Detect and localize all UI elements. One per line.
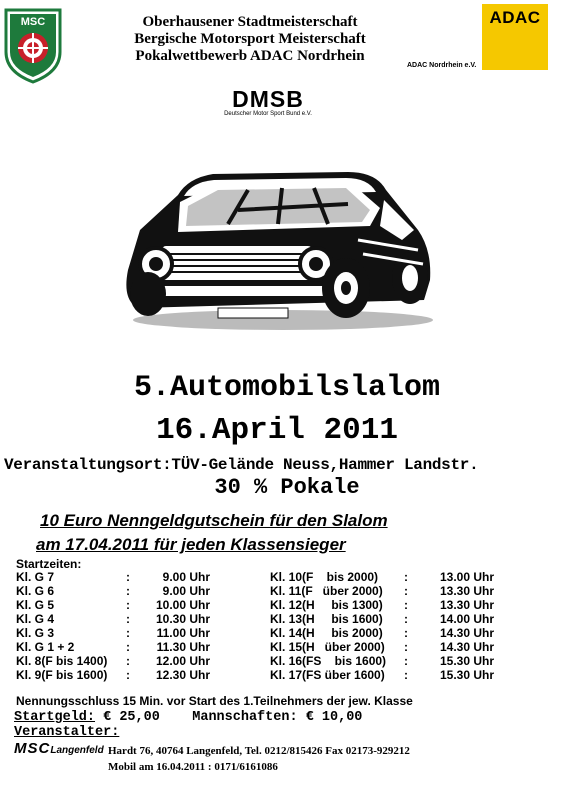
dmsb-full-name: Deutscher Motor Sport Bund e.V. xyxy=(224,111,312,117)
schedule-class: Kl. 12(H bis 1300) xyxy=(270,598,383,612)
schedule-time: 10.00 Uhr xyxy=(155,598,210,612)
schedule-row xyxy=(16,584,210,598)
schedule-separator: : xyxy=(404,584,408,598)
schedule-separator: : xyxy=(126,570,130,584)
schedule-separator: : xyxy=(404,668,408,682)
schedule-separator: : xyxy=(404,640,408,654)
race-car-illustration xyxy=(118,160,438,335)
schedule-separator: : xyxy=(126,668,130,682)
adac-logo xyxy=(482,4,548,70)
schedule-separator: : xyxy=(404,612,408,626)
schedule-time: 10.30 Uhr xyxy=(155,612,210,626)
schedule-time: 12.30 Uhr xyxy=(155,668,210,682)
schedule-separator: : xyxy=(404,570,408,584)
schedule-separator: : xyxy=(126,598,130,612)
schedule-separator: : xyxy=(404,626,408,640)
schedule-separator: : xyxy=(126,584,130,598)
schedule-class: Kl. G 7 xyxy=(16,570,55,584)
schedule-separator: : xyxy=(404,654,408,668)
team-fee-label: Mannschaften: xyxy=(192,710,298,725)
schedule-time: 13.30 Uhr xyxy=(439,584,494,598)
schedule-time: 13.30 Uhr xyxy=(439,598,494,612)
schedule-class: Kl. G 5 xyxy=(16,598,55,612)
schedule-row xyxy=(270,654,494,668)
schedule-separator: : xyxy=(126,640,130,654)
schedule-time: 11.00 Uhr xyxy=(156,626,210,640)
schedule-time: 9.00 Uhr xyxy=(162,570,210,584)
schedule-time: 15.30 Uhr xyxy=(439,654,494,668)
schedule-class: Kl. 16(FS bis 1600) xyxy=(270,654,387,668)
adac-logo-text: ADAC xyxy=(489,8,541,27)
organizer-mobile: Mobil am 16.04.2011 : 0171/6161086 xyxy=(108,761,278,773)
schedule-time: 11.30 Uhr xyxy=(156,640,210,654)
schedule-class: Kl. 17(FS über 1600) xyxy=(270,668,385,682)
organizer-address: Hardt 76, 40764 Langenfeld, Tel. 0212/815426 Fax 02173-929212 xyxy=(108,745,410,757)
schedule-row xyxy=(16,668,210,682)
msc-langenfeld-town: Langenfeld xyxy=(50,745,104,756)
schedule-row xyxy=(270,612,494,626)
schedule-row xyxy=(16,570,210,584)
event-date: 16.April 2011 xyxy=(156,413,398,448)
voucher-line-2: am 17.04.2011 für jeden Klassensieger xyxy=(36,535,346,554)
schedule-row xyxy=(270,668,494,682)
msc-langenfeld-logo xyxy=(14,740,104,758)
schedule-row xyxy=(16,598,210,612)
schedule-row xyxy=(16,612,210,626)
schedule-row xyxy=(16,626,210,640)
schedule-class: Kl. 8(F bis 1400) xyxy=(16,654,108,668)
schedule-class: Kl. G 4 xyxy=(16,612,55,626)
entry-fee-line xyxy=(14,710,362,725)
schedule-class: Kl. 9(F bis 1600) xyxy=(16,668,108,682)
schedule-class: Kl. 13(H bis 1600) xyxy=(270,612,383,626)
schedule-time: 9.00 Uhr xyxy=(162,584,210,598)
dmsb-logo-text: DMSB xyxy=(232,86,304,112)
trophies-info: 30 % Pokale xyxy=(214,475,360,500)
schedule-row xyxy=(16,640,210,654)
schedule-row xyxy=(270,598,494,612)
schedule-class: Kl. 11(F über 2000) xyxy=(270,584,383,598)
schedule-time: 14.30 Uhr xyxy=(439,626,494,640)
entry-fee-label: Startgeld: xyxy=(14,710,96,725)
event-series-header xyxy=(100,14,400,65)
header-line-3: Pokalwettbewerb ADAC Nordrhein xyxy=(135,48,365,64)
schedule-separator: : xyxy=(126,654,130,668)
schedule-row xyxy=(270,570,494,584)
schedule-separator: : xyxy=(126,626,130,640)
schedule-row xyxy=(270,584,494,598)
team-fee-value: € 10,00 xyxy=(305,710,363,725)
schedule-class: Kl. G 1 + 2 xyxy=(16,640,75,654)
schedule-time: 13.00 Uhr xyxy=(439,570,494,584)
schedule-row xyxy=(270,640,494,654)
entry-fee-value: € 25,00 xyxy=(103,710,160,725)
schedule-row xyxy=(16,654,210,668)
registration-deadline: Nennungsschluss 15 Min. vor Start des 1.Teilnehmers der jew. Klasse xyxy=(16,694,413,708)
schedule-class: Kl. 15(H über 2000) xyxy=(270,640,385,654)
schedule-class: Kl. 14(H bis 2000) xyxy=(270,626,383,640)
dmsb-logo xyxy=(218,87,318,118)
schedule-time: 14.30 Uhr xyxy=(439,640,494,654)
msc-shield-logo xyxy=(4,8,62,84)
header-line-1: Oberhausener Stadtmeisterschaft xyxy=(142,14,358,30)
schedule-separator: : xyxy=(404,598,408,612)
schedule-class: Kl. G 3 xyxy=(16,626,55,640)
event-venue: Veranstaltungsort:TÜV-Gelände Neuss,Hammer Landstr. xyxy=(4,456,479,474)
schedule-row xyxy=(270,626,494,640)
organizer-label: Veranstalter: xyxy=(14,725,120,740)
schedule-class: Kl. G 6 xyxy=(16,584,55,598)
start-times-label: Startzeiten: xyxy=(16,557,82,571)
schedule-time: 15.30 Uhr xyxy=(439,668,494,682)
adac-region-label: ADAC Nordrhein e.V. xyxy=(407,62,477,69)
schedule-class: Kl. 10(F bis 2000) xyxy=(270,570,379,584)
schedule-time: 14.00 Uhr xyxy=(439,612,494,626)
header-line-2: Bergische Motorsport Meisterschaft xyxy=(134,31,366,47)
msc-langenfeld-mark: MSC xyxy=(14,740,51,757)
schedule-separator: : xyxy=(126,612,130,626)
msc-shield-text: MSC xyxy=(20,16,46,28)
voucher-line-1: 10 Euro Nenngeldgutschein für den Slalom xyxy=(40,511,388,530)
event-title: 5.Automobilslalom xyxy=(133,371,441,405)
schedule-time: 12.00 Uhr xyxy=(155,654,210,668)
